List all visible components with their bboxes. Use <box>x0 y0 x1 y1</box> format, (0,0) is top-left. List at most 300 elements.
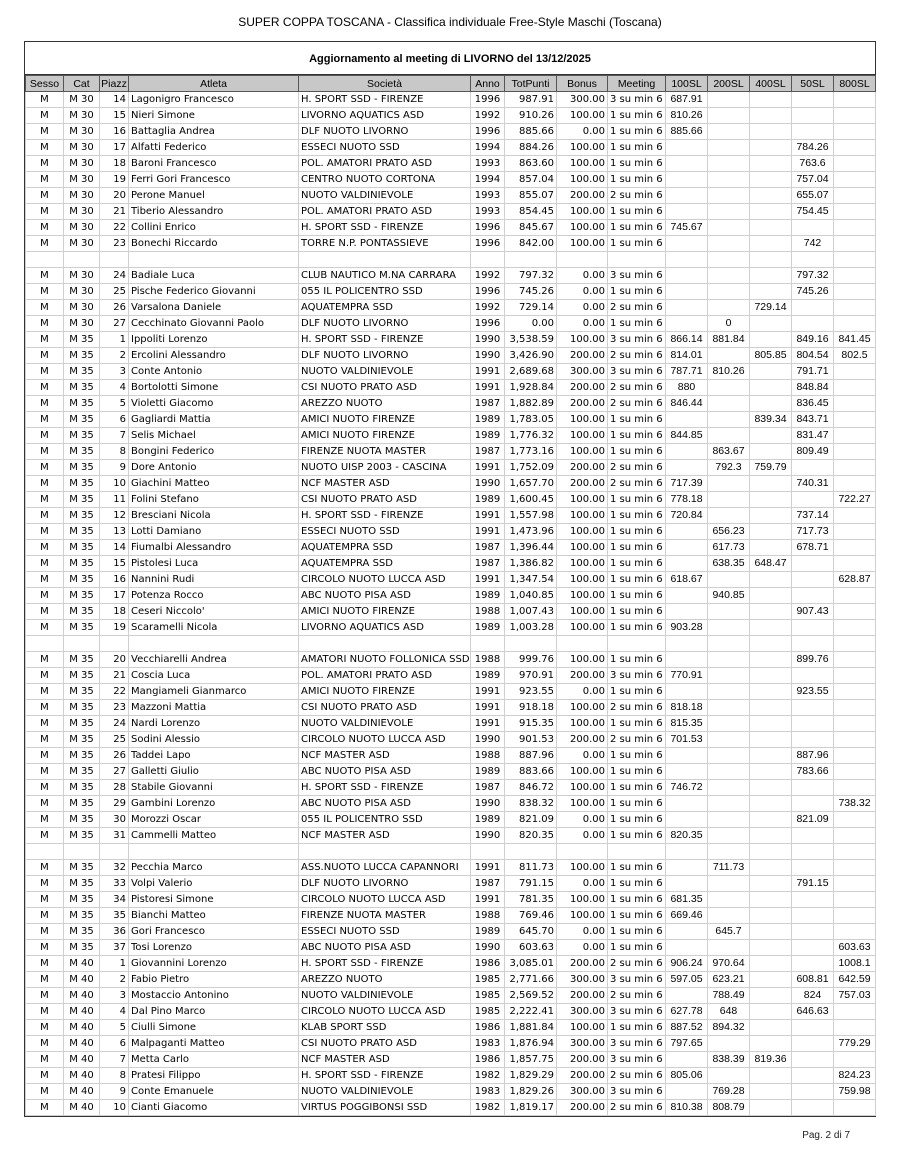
cell-400sl <box>750 940 792 956</box>
empty-cell <box>557 252 608 268</box>
cell-bonus: 100.00 <box>557 540 608 556</box>
cell-totpunti: 2,222.41 <box>505 1004 557 1020</box>
cell-100sl: 770.91 <box>666 668 708 684</box>
cell-bonus: 100.00 <box>557 156 608 172</box>
cell-atleta: Tosi Lorenzo <box>129 940 299 956</box>
cell-societa: DLF NUOTO LIVORNO <box>299 316 471 332</box>
cell-50sl: 717.73 <box>792 524 834 540</box>
cell-totpunti: 970.91 <box>505 668 557 684</box>
cell-100sl: 720.84 <box>666 508 708 524</box>
cell-50sl <box>792 620 834 636</box>
cell-totpunti: 2,569.52 <box>505 988 557 1004</box>
cell-societa: FIRENZE NUOTA MASTER <box>299 908 471 924</box>
cell-bonus: 100.00 <box>557 716 608 732</box>
table-row <box>26 140 876 156</box>
cell-50sl: 745.26 <box>792 284 834 300</box>
cell-anno: 1993 <box>471 188 505 204</box>
cell-100sl: 669.46 <box>666 908 708 924</box>
cell-atleta: Sodini Alessio <box>129 732 299 748</box>
cell-totpunti: 1,396.44 <box>505 540 557 556</box>
cell-400sl <box>750 1084 792 1100</box>
cell-800sl <box>834 556 876 572</box>
cell-200sl <box>708 668 750 684</box>
cell-100sl <box>666 156 708 172</box>
cell-atleta: Bonechi Riccardo <box>129 236 299 252</box>
cell-atleta: Tiberio Alessandro <box>129 204 299 220</box>
cell-meeting: 1 su min 6 <box>608 780 666 796</box>
cell-atleta: Morozzi Oscar <box>129 812 299 828</box>
cell-bonus: 100.00 <box>557 412 608 428</box>
cell-400sl <box>750 876 792 892</box>
cell-100sl <box>666 860 708 876</box>
cell-sesso: M <box>26 924 64 940</box>
table-row <box>26 556 876 572</box>
cell-atleta: Taddei Lapo <box>129 748 299 764</box>
cell-piazz: 21 <box>100 668 129 684</box>
cell-piazz: 34 <box>100 892 129 908</box>
cell-cat: M 30 <box>64 172 100 188</box>
cell-piazz: 35 <box>100 908 129 924</box>
cell-totpunti: 1,347.54 <box>505 572 557 588</box>
cell-100sl: 814.01 <box>666 348 708 364</box>
cell-meeting: 2 su min 6 <box>608 188 666 204</box>
table-row <box>26 972 876 988</box>
cell-sesso: M <box>26 476 64 492</box>
cell-societa: CSI NUOTO PRATO ASD <box>299 1036 471 1052</box>
cell-atleta: Cecchinato Giovanni Paolo <box>129 316 299 332</box>
cell-800sl <box>834 892 876 908</box>
empty-cell <box>750 844 792 860</box>
cell-anno: 1987 <box>471 780 505 796</box>
cell-200sl <box>708 140 750 156</box>
cell-50sl: 754.45 <box>792 204 834 220</box>
cell-800sl <box>834 732 876 748</box>
cell-anno: 1991 <box>471 716 505 732</box>
cell-atleta: Pische Federico Giovanni <box>129 284 299 300</box>
cell-societa: DLF NUOTO LIVORNO <box>299 124 471 140</box>
cell-200sl <box>708 268 750 284</box>
cell-100sl <box>666 588 708 604</box>
cell-totpunti: 3,538.59 <box>505 332 557 348</box>
cell-sesso: M <box>26 604 64 620</box>
cell-anno: 1991 <box>471 860 505 876</box>
cell-meeting: 1 su min 6 <box>608 588 666 604</box>
cell-meeting: 1 su min 6 <box>608 924 666 940</box>
cell-anno: 1987 <box>471 540 505 556</box>
cell-anno: 1989 <box>471 492 505 508</box>
cell-400sl <box>750 604 792 620</box>
cell-bonus: 100.00 <box>557 556 608 572</box>
table-row <box>26 748 876 764</box>
cell-meeting: 1 su min 6 <box>608 492 666 508</box>
cell-100sl <box>666 524 708 540</box>
cell-cat: M 35 <box>64 924 100 940</box>
cell-totpunti: 729.14 <box>505 300 557 316</box>
cell-800sl <box>834 268 876 284</box>
cell-200sl <box>708 428 750 444</box>
cell-piazz: 30 <box>100 812 129 828</box>
cell-200sl <box>708 188 750 204</box>
cell-meeting: 2 su min 6 <box>608 956 666 972</box>
cell-anno: 1990 <box>471 476 505 492</box>
cell-societa: AMICI NUOTO FIRENZE <box>299 604 471 620</box>
cell-100sl: 787.71 <box>666 364 708 380</box>
cell-meeting: 1 su min 6 <box>608 540 666 556</box>
cell-800sl: 738.32 <box>834 796 876 812</box>
table-row <box>26 588 876 604</box>
table-row <box>26 412 876 428</box>
cell-atleta: Varsalona Daniele <box>129 300 299 316</box>
cell-societa: NUOTO VALDINIEVOLE <box>299 1084 471 1100</box>
column-header-totpunti: TotPunti <box>505 76 557 92</box>
cell-anno: 1989 <box>471 620 505 636</box>
cell-bonus: 100.00 <box>557 508 608 524</box>
cell-cat: M 30 <box>64 108 100 124</box>
cell-sesso: M <box>26 588 64 604</box>
cell-400sl: 805.85 <box>750 348 792 364</box>
cell-sesso: M <box>26 220 64 236</box>
cell-anno: 1993 <box>471 204 505 220</box>
empty-cell <box>557 636 608 652</box>
cell-cat: M 35 <box>64 748 100 764</box>
cell-200sl <box>708 108 750 124</box>
table-row <box>26 300 876 316</box>
cell-100sl <box>666 444 708 460</box>
cell-piazz: 27 <box>100 764 129 780</box>
cell-atleta: Nannini Rudi <box>129 572 299 588</box>
cell-400sl <box>750 316 792 332</box>
cell-50sl <box>792 300 834 316</box>
cell-50sl <box>792 828 834 844</box>
cell-anno: 1989 <box>471 812 505 828</box>
cell-bonus: 100.00 <box>557 700 608 716</box>
cell-totpunti: 1,752.09 <box>505 460 557 476</box>
table-row <box>26 444 876 460</box>
cell-800sl: 642.59 <box>834 972 876 988</box>
cell-cat: M 40 <box>64 1020 100 1036</box>
cell-totpunti: 842.00 <box>505 236 557 252</box>
empty-cell <box>471 844 505 860</box>
cell-sesso: M <box>26 732 64 748</box>
cell-anno: 1990 <box>471 348 505 364</box>
cell-100sl <box>666 316 708 332</box>
cell-sesso: M <box>26 508 64 524</box>
cell-piazz: 13 <box>100 524 129 540</box>
cell-100sl: 810.38 <box>666 1100 708 1116</box>
cell-bonus: 0.00 <box>557 812 608 828</box>
column-header-800sl: 800SL <box>834 76 876 92</box>
cell-societa: AQUATEMPRA SSD <box>299 540 471 556</box>
cell-50sl: 843.71 <box>792 412 834 428</box>
cell-meeting: 1 su min 6 <box>608 156 666 172</box>
cell-200sl <box>708 700 750 716</box>
cell-cat: M 35 <box>64 588 100 604</box>
cell-800sl <box>834 524 876 540</box>
empty-cell <box>505 636 557 652</box>
cell-50sl <box>792 1068 834 1084</box>
cell-societa: H. SPORT SSD - FIRENZE <box>299 92 471 108</box>
cell-bonus: 200.00 <box>557 956 608 972</box>
cell-bonus: 200.00 <box>557 988 608 1004</box>
cell-100sl <box>666 204 708 220</box>
cell-atleta: Pratesi Filippo <box>129 1068 299 1084</box>
cell-anno: 1996 <box>471 236 505 252</box>
cell-800sl <box>834 204 876 220</box>
cell-200sl <box>708 572 750 588</box>
cell-piazz: 23 <box>100 236 129 252</box>
cell-cat: M 35 <box>64 412 100 428</box>
cell-bonus: 100.00 <box>557 764 608 780</box>
cell-anno: 1988 <box>471 908 505 924</box>
cell-100sl: 805.06 <box>666 1068 708 1084</box>
cell-societa: NUOTO UISP 2003 - CASCINA <box>299 460 471 476</box>
cell-totpunti: 1,003.28 <box>505 620 557 636</box>
cell-meeting: 3 su min 6 <box>608 92 666 108</box>
cell-cat: M 35 <box>64 764 100 780</box>
cell-anno: 1989 <box>471 764 505 780</box>
cell-200sl <box>708 892 750 908</box>
spacer-row <box>26 252 876 268</box>
cell-anno: 1982 <box>471 1100 505 1116</box>
cell-sesso: M <box>26 988 64 1004</box>
table-row <box>26 828 876 844</box>
column-header-piazz: Piazz <box>101 77 127 90</box>
table-row <box>26 1084 876 1100</box>
table-row <box>26 668 876 684</box>
cell-bonus: 200.00 <box>557 668 608 684</box>
cell-piazz: 25 <box>100 732 129 748</box>
cell-800sl <box>834 380 876 396</box>
cell-50sl <box>792 108 834 124</box>
cell-societa: 055 IL POLICENTRO SSD <box>299 284 471 300</box>
cell-anno: 1991 <box>471 700 505 716</box>
cell-50sl: 849.16 <box>792 332 834 348</box>
cell-800sl <box>834 156 876 172</box>
cell-piazz: 36 <box>100 924 129 940</box>
cell-totpunti: 1,776.32 <box>505 428 557 444</box>
cell-800sl <box>834 412 876 428</box>
cell-bonus: 100.00 <box>557 332 608 348</box>
cell-meeting: 1 su min 6 <box>608 812 666 828</box>
cell-50sl: 763.6 <box>792 156 834 172</box>
cell-800sl <box>834 668 876 684</box>
cell-200sl: 881.84 <box>708 332 750 348</box>
cell-societa: CIRCOLO NUOTO LUCCA ASD <box>299 892 471 908</box>
cell-50sl: 608.81 <box>792 972 834 988</box>
cell-bonus: 100.00 <box>557 492 608 508</box>
cell-100sl <box>666 812 708 828</box>
cell-anno: 1996 <box>471 92 505 108</box>
cell-atleta: Collini Enrico <box>129 220 299 236</box>
cell-piazz: 5 <box>100 1020 129 1036</box>
cell-atleta: Folini Stefano <box>129 492 299 508</box>
cell-piazz: 15 <box>100 108 129 124</box>
cell-atleta: Bresciani Nicola <box>129 508 299 524</box>
cell-piazz: 7 <box>100 428 129 444</box>
cell-totpunti: 1,881.84 <box>505 1020 557 1036</box>
cell-meeting: 2 su min 6 <box>608 1068 666 1084</box>
cell-anno: 1983 <box>471 1084 505 1100</box>
cell-800sl <box>834 764 876 780</box>
table-row <box>26 492 876 508</box>
cell-100sl <box>666 300 708 316</box>
cell-societa: NCF MASTER ASD <box>299 828 471 844</box>
empty-cell <box>100 844 129 860</box>
cell-totpunti: 797.32 <box>505 268 557 284</box>
cell-cat: M 30 <box>64 204 100 220</box>
empty-cell <box>557 844 608 860</box>
cell-400sl <box>750 1036 792 1052</box>
cell-400sl <box>750 508 792 524</box>
cell-200sl: 863.67 <box>708 444 750 460</box>
empty-cell <box>505 844 557 860</box>
cell-800sl <box>834 92 876 108</box>
cell-meeting: 2 su min 6 <box>608 732 666 748</box>
cell-meeting: 1 su min 6 <box>608 172 666 188</box>
cell-400sl <box>750 492 792 508</box>
empty-cell <box>666 636 708 652</box>
cell-piazz: 1 <box>100 332 129 348</box>
cell-meeting: 1 su min 6 <box>608 140 666 156</box>
cell-cat: M 35 <box>64 332 100 348</box>
table-row <box>26 124 876 140</box>
cell-piazz: 21 <box>100 204 129 220</box>
cell-societa: AREZZO NUOTO <box>299 972 471 988</box>
cell-cat: M 40 <box>64 1036 100 1052</box>
cell-200sl: 808.79 <box>708 1100 750 1116</box>
cell-800sl: 628.87 <box>834 572 876 588</box>
cell-meeting: 1 su min 6 <box>608 204 666 220</box>
table-row <box>26 540 876 556</box>
cell-sesso: M <box>26 316 64 332</box>
cell-200sl: 792.3 <box>708 460 750 476</box>
cell-400sl <box>750 892 792 908</box>
cell-cat: M 35 <box>64 428 100 444</box>
cell-bonus: 300.00 <box>557 972 608 988</box>
cell-totpunti: 1,657.70 <box>505 476 557 492</box>
cell-meeting: 1 su min 6 <box>608 652 666 668</box>
table-body <box>26 92 876 1116</box>
cell-atleta: Nardi Lorenzo <box>129 716 299 732</box>
cell-meeting: 1 su min 6 <box>608 620 666 636</box>
cell-totpunti: 769.46 <box>505 908 557 924</box>
cell-anno: 1987 <box>471 444 505 460</box>
cell-societa: DLF NUOTO LIVORNO <box>299 876 471 892</box>
cell-totpunti: 603.63 <box>505 940 557 956</box>
cell-400sl <box>750 780 792 796</box>
cell-anno: 1993 <box>471 156 505 172</box>
cell-cat: M 30 <box>64 220 100 236</box>
cell-piazz: 4 <box>100 1004 129 1020</box>
cell-800sl <box>834 284 876 300</box>
cell-sesso: M <box>26 268 64 284</box>
cell-800sl: 841.45 <box>834 332 876 348</box>
cell-50sl <box>792 1052 834 1068</box>
cell-meeting: 1 su min 6 <box>608 940 666 956</box>
cell-meeting: 1 su min 6 <box>608 124 666 140</box>
cell-50sl <box>792 732 834 748</box>
cell-sesso: M <box>26 188 64 204</box>
cell-anno: 1996 <box>471 124 505 140</box>
cell-atleta: Giovannini Lorenzo <box>129 956 299 972</box>
cell-200sl <box>708 236 750 252</box>
cell-anno: 1992 <box>471 300 505 316</box>
cell-cat: M 35 <box>64 620 100 636</box>
cell-societa: NCF MASTER ASD <box>299 1052 471 1068</box>
cell-anno: 1991 <box>471 572 505 588</box>
cell-50sl <box>792 92 834 108</box>
cell-200sl <box>708 156 750 172</box>
cell-meeting: 1 su min 6 <box>608 684 666 700</box>
cell-meeting: 3 su min 6 <box>608 972 666 988</box>
cell-400sl <box>750 1020 792 1036</box>
cell-100sl: 597.05 <box>666 972 708 988</box>
table-row <box>26 1052 876 1068</box>
empty-cell <box>129 636 299 652</box>
cell-400sl <box>750 364 792 380</box>
column-header-100sl: 100SL <box>666 76 708 92</box>
cell-cat: M 35 <box>64 556 100 572</box>
cell-societa: H. SPORT SSD - FIRENZE <box>299 780 471 796</box>
cell-sesso: M <box>26 236 64 252</box>
cell-atleta: Potenza Rocco <box>129 588 299 604</box>
empty-cell <box>834 844 876 860</box>
table-row <box>26 1100 876 1116</box>
cell-totpunti: 999.76 <box>505 652 557 668</box>
cell-800sl: 824.23 <box>834 1068 876 1084</box>
cell-400sl <box>750 684 792 700</box>
cell-cat: M 35 <box>64 812 100 828</box>
empty-cell <box>129 844 299 860</box>
cell-atleta: Conte Emanuele <box>129 1084 299 1100</box>
cell-50sl: 784.26 <box>792 140 834 156</box>
cell-50sl <box>792 908 834 924</box>
cell-societa: LIVORNO AQUATICS ASD <box>299 620 471 636</box>
cell-100sl: 885.66 <box>666 124 708 140</box>
cell-piazz: 3 <box>100 364 129 380</box>
cell-50sl <box>792 124 834 140</box>
cell-800sl <box>834 700 876 716</box>
cell-atleta: Violetti Giacomo <box>129 396 299 412</box>
cell-bonus: 0.00 <box>557 684 608 700</box>
cell-bonus: 0.00 <box>557 924 608 940</box>
cell-meeting: 1 su min 6 <box>608 716 666 732</box>
cell-totpunti: 645.70 <box>505 924 557 940</box>
cell-50sl: 655.07 <box>792 188 834 204</box>
cell-totpunti: 1,600.45 <box>505 492 557 508</box>
cell-piazz: 26 <box>100 300 129 316</box>
column-header-bonus: Bonus <box>557 76 608 92</box>
cell-societa: NCF MASTER ASD <box>299 748 471 764</box>
cell-atleta: Battaglia Andrea <box>129 124 299 140</box>
table-row <box>26 796 876 812</box>
cell-societa: ESSECI NUOTO SSD <box>299 924 471 940</box>
cell-meeting: 1 su min 6 <box>608 556 666 572</box>
cell-atleta: Cianti Giacomo <box>129 1100 299 1116</box>
cell-societa: H. SPORT SSD - FIRENZE <box>299 332 471 348</box>
table-row <box>26 716 876 732</box>
cell-anno: 1990 <box>471 940 505 956</box>
cell-cat: M 30 <box>64 316 100 332</box>
cell-totpunti: 901.53 <box>505 732 557 748</box>
cell-atleta: Nieri Simone <box>129 108 299 124</box>
cell-piazz: 32 <box>100 860 129 876</box>
empty-cell <box>299 636 471 652</box>
cell-meeting: 1 su min 6 <box>608 236 666 252</box>
cell-200sl: 623.21 <box>708 972 750 988</box>
cell-cat: M 35 <box>64 508 100 524</box>
cell-100sl: 618.67 <box>666 572 708 588</box>
